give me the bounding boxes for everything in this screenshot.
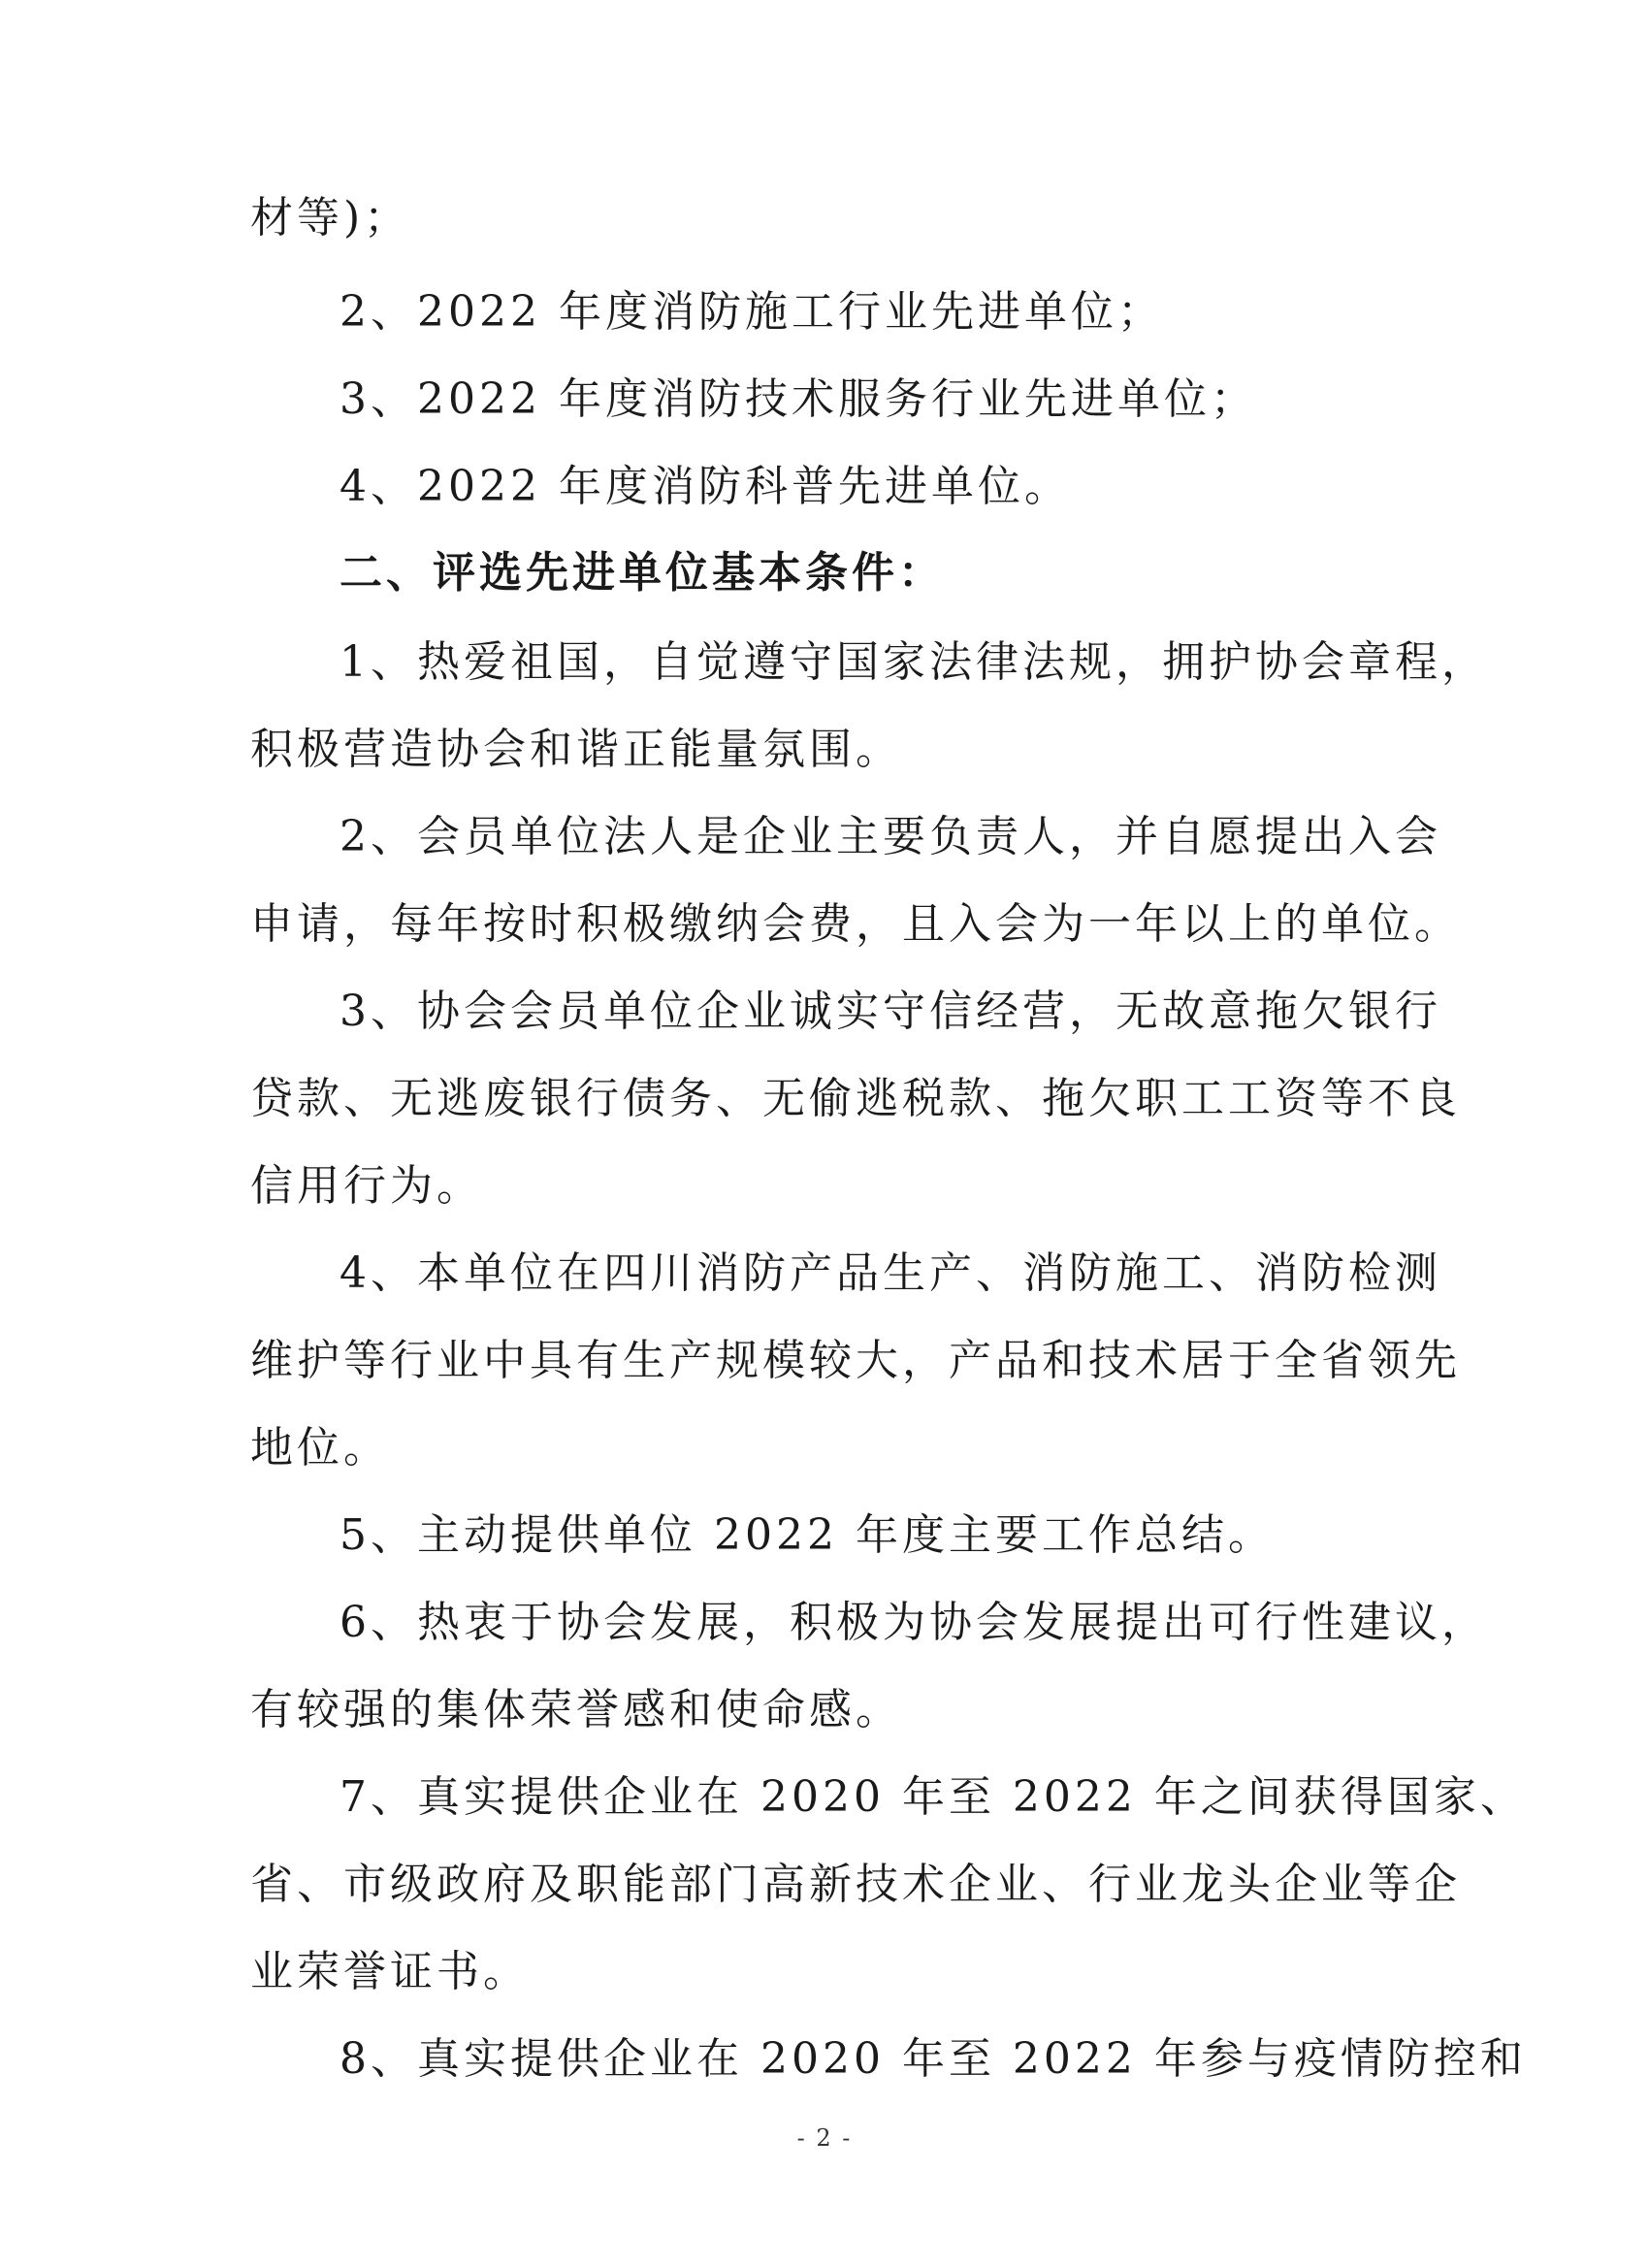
list-item-science-unit: 4、2022 年度消防科普先进单位。 bbox=[340, 462, 1071, 511]
criteria-2-line-2: 申请，每年按时积极缴纳会费，且入会为一年以上的单位。 bbox=[250, 899, 1461, 949]
criteria-8-line-1: 8、真实提供企业在 2020 年至 2022 年参与疫情防控和 bbox=[340, 2034, 1527, 2084]
criteria-3-line-1: 3、协会会员单位企业诚实守信经营，无故意拖欠银行 bbox=[340, 987, 1441, 1036]
criteria-4-line-1: 4、本单位在四川消防产品生产、消防施工、消防检测 bbox=[340, 1248, 1441, 1298]
text-line-continuation: 材等)； bbox=[250, 193, 411, 243]
criteria-5-line-1: 5、主动提供单位 2022 年度主要工作总结。 bbox=[340, 1510, 1275, 1560]
criteria-7-line-1: 7、真实提供企业在 2020 年至 2022 年之间获得国家、 bbox=[340, 1772, 1527, 1822]
criteria-1-line-2: 积极营造协会和谐正能量氛围。 bbox=[250, 725, 902, 774]
criteria-7-line-3: 业荣誉证书。 bbox=[250, 1947, 530, 1996]
criteria-4-line-3: 地位。 bbox=[250, 1423, 390, 1473]
criteria-6-line-2: 有较强的集体荣誉感和使命感。 bbox=[250, 1685, 902, 1734]
criteria-1-line-1: 1、热爱祖国，自觉遵守国家法律法规，拥护协会章程， bbox=[340, 637, 1488, 687]
page-number: - 2 - bbox=[796, 2124, 853, 2152]
list-item-construction-unit: 2、2022 年度消防施工行业先进单位； bbox=[340, 287, 1164, 337]
criteria-3-line-2: 贷款、无逃废银行债务、无偷逃税款、拖欠职工工资等不良 bbox=[250, 1074, 1461, 1123]
criteria-4-line-2: 维护等行业中具有生产规模较大，产品和技术居于全省领先 bbox=[250, 1336, 1461, 1385]
section-heading-criteria: 二、评选先进单位基本条件： bbox=[340, 548, 945, 598]
criteria-7-line-2: 省、市级政府及职能部门高新技术企业、行业龙头企业等企 bbox=[250, 1860, 1461, 1909]
criteria-3-line-3: 信用行为。 bbox=[250, 1161, 483, 1211]
criteria-6-line-1: 6、热衷于协会发展，积极为协会发展提出可行性建议， bbox=[340, 1598, 1488, 1647]
list-item-tech-service-unit: 3、2022 年度消防技术服务行业先进单位； bbox=[340, 374, 1257, 424]
criteria-2-line-1: 2、会员单位法人是企业主要负责人，并自愿提出入会 bbox=[340, 812, 1441, 861]
